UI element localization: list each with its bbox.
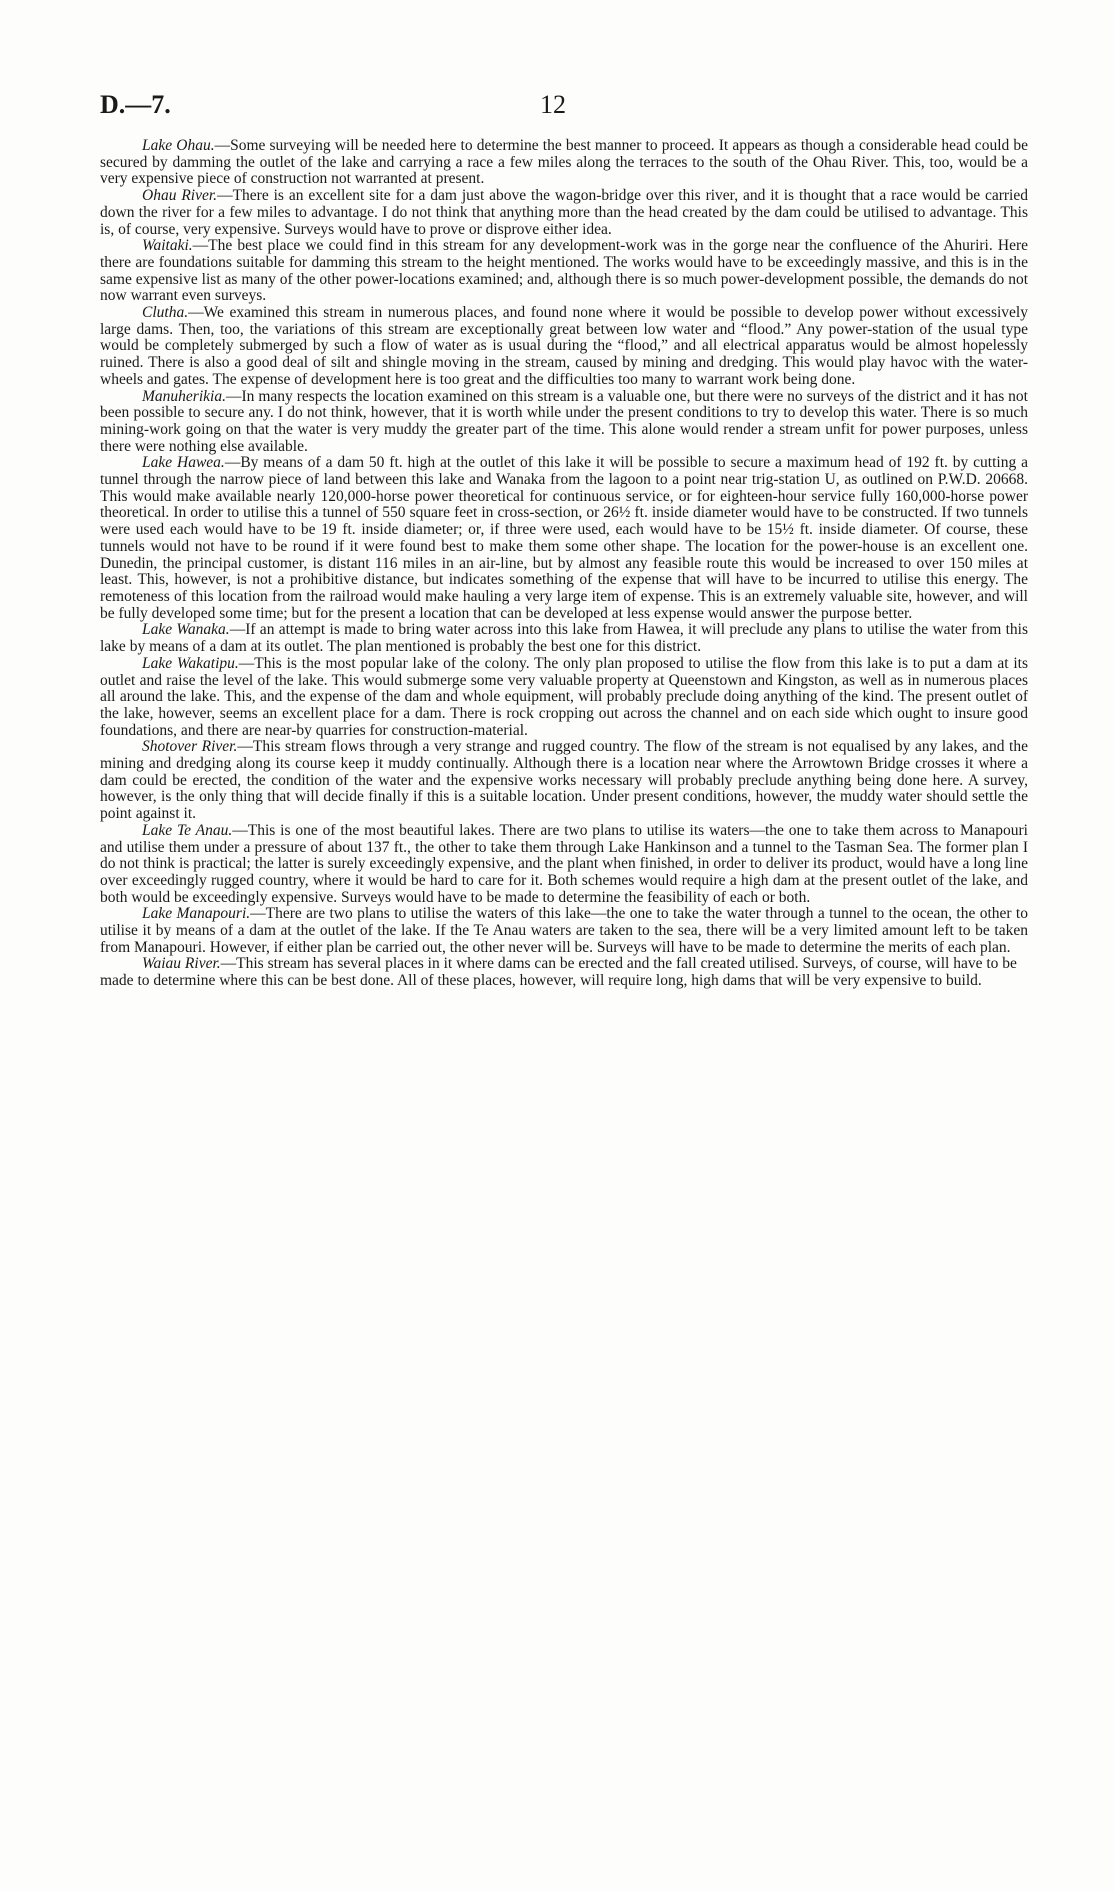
paragraph-manuherikia bbox=[100, 389, 1028, 456]
page-header bbox=[100, 90, 1040, 120]
paragraph-text: —If an attempt is made to bring water across into this lake from Hawea, it will preclude any plans to utilise the water from this lake by means of a dam at its outlet. The plan mentioned is probably the best one for this district. bbox=[100, 621, 1029, 656]
paragraph-text: —In many respects the location examined on this stream is a valuable one, but there were no surveys of the district and it has not been possible to secure any. I do not think, however, that it is worth while under the present conditions to try to develop this water. There is so much mining-work going on that the water is very muddy the greater part of the time. This alone would render a stream unfit for power purposes, unless there were nothing else available. bbox=[100, 387, 1028, 455]
document-reference: D.—7. bbox=[100, 90, 171, 119]
paragraph-text: —This is one of the most beautiful lakes. There are two plans to utilise its waters—the one to take them across to Manapouri and utilise them under a pressure of about 137 ft., the other to take them through Lake Hankinson and a tunnel to the Tasman Sea. The former plan I do not think is practical; the latter is surely exceedingly expensive, and the plant when finished, in order to deliver its product, would have a long line over exceedingly rugged country, where it would be hard to care for it. Both schemes would require a high dam at the present outlet of the lake, and both would be exceedingly expensive. Surveys would have to be made to determine the feasibility of each or both. bbox=[100, 821, 1028, 906]
paragraph-text: —We examined this stream in numerous places, and found none where it would be possible to develop power without excessively large dams. Then, too, the variations of this stream are exceptionally great between low water and “flood.” Any power-station of the usual type would be completely submerged by such a flow of water as is usual during the “flood,” and all electrical apparatus would be almost hopelessly ruined. There is also a good deal of silt and shingle moving in the stream, caused by mining and dredging. This would play havoc with the water-wheels and gates. The expense of development here is too great and the difficulties too many to warrant work being done. bbox=[100, 304, 1028, 388]
paragraph-text: —There are two plans to utilise the waters of this lake—the one to take the water through a tunnel to the ocean, the other to utilise it by means of a dam at the outlet of the lake. If the Te Anau waters are taken to the sea, there will be a very limited amount left to be taken from Manapouri. However, if either plan be carried out, the other never will be. Surveys will have to be made to determine the merits of each plan. bbox=[100, 905, 1028, 956]
paragraph-lake-te-anau bbox=[100, 823, 1028, 907]
paragraph-lake-hawea bbox=[100, 455, 1028, 622]
paragraph-ohau-river bbox=[100, 188, 1028, 238]
page-number: 12 bbox=[540, 90, 566, 119]
paragraph-heading: Clutha. bbox=[142, 304, 189, 322]
paragraph-heading: Waiau River. bbox=[142, 955, 221, 973]
paragraph-heading: Lake Wakatipu. bbox=[142, 654, 239, 672]
paragraph-text: —Some surveying will be needed here to determine the best manner to proceed. It appears as though a considerable head could be secured by damming the outlet of the lake and carrying a race a few miles along the terraces to the south of the Ohau River. This, too, would be a very expensive piece of construction not warranted at present. bbox=[100, 137, 1028, 188]
paragraph-heading: Lake Te Anau. bbox=[142, 821, 233, 839]
paragraph-heading: Lake Ohau. bbox=[142, 137, 215, 154]
paragraph-waiau-river bbox=[100, 956, 1028, 989]
paragraph-waitaki bbox=[100, 238, 1028, 305]
paragraph-text: —This stream has several places in it where dams can be erected and the fall created utilised. Surveys, of course, will have to be made to determine where this can be best done. All of these places, however, will require long, high dams that will be very expensive to build. bbox=[100, 955, 1017, 990]
body-text bbox=[100, 138, 1028, 990]
paragraph-lake-manapouri bbox=[100, 906, 1028, 956]
paragraph-heading: Shotover River. bbox=[142, 738, 238, 756]
paragraph-heading: Lake Hawea. bbox=[142, 454, 225, 472]
paragraph-heading: Lake Wanaka. bbox=[142, 621, 230, 639]
paragraph-lake-ohau bbox=[100, 138, 1028, 188]
paragraph-text: —This is the most popular lake of the colony. The only plan proposed to utilise the flow from this lake is to put a dam at its outlet and raise the level of the lake. This would submerge some very valuable property at Queenstown and Kingston, as well as in numerous places all around the lake. This, and the expense of the dam and whole equipment, will probably preclude doing anything of the kind. The present outlet of the lake, however, seems an excellent place for a dam. There is rock cropping out across the channel and on each side which ought to insure good foundations, and there are near-by quarries for construction-material. bbox=[100, 654, 1028, 739]
paragraph-heading: Waitaki. bbox=[142, 237, 193, 255]
paragraph-text: —There is an excellent site for a dam just above the wagon-bridge over this river, and it is thought that a race would be carried down the river for a few miles to advantage. I do not think that anything more than the head created by the dam could be utilised to advantage. This is, of course, very expensive. Surveys would have to prove or disprove either idea. bbox=[100, 187, 1028, 238]
paragraph-heading: Lake Manapouri. bbox=[142, 905, 251, 923]
paragraph-text: —This stream flows through a very strange and rugged country. The flow of the stream is not equalised by any lakes, and the mining and dredging along its course keep it muddy continually. Although there is a location near where the Arrowtown Bridge crosses it where a dam could be erected, the condition of the water and the expensive works necessary will probably preclude anything being done here. A survey, however, is the only thing that will decide finally if this is a suitable location. Under present conditions, however, the muddy water should settle the point against it. bbox=[100, 738, 1028, 823]
paragraph-lake-wanaka bbox=[100, 622, 1028, 655]
paragraph-clutha bbox=[100, 305, 1028, 389]
paragraph-shotover-river bbox=[100, 739, 1028, 823]
paragraph-text: —By means of a dam 50 ft. high at the outlet of this lake it will be possible to secure a maximum head of 192 ft. by cutting a tunnel through the narrow piece of land between this lake and Wanaka from the lagoon to a point near trig-station U, as outlined on P.W.D. 20668. This would make available nearly 120,000-horse power theoretical for continuous service, or for eighteen-hour service fully 160,000-horse power theoretical. In order to utilise this a tunnel of 550 square feet in cross-section, or 26½ ft. inside diameter would have to be constructed. If two tunnels were used each would have to be 19 ft. inside diameter; or, if three were used, each would have to be 15½ ft. inside diameter. Of course, these tunnels would not have to be round if it were found best to make them some other shape. The location for the power-house is an excellent one. Dunedin, the principal customer, is distant 116 miles in an air-line, but by almost any feasible route this would be increased to over 150 miles at least. This, however, is not a prohibitive distance, but indicates something of the expense that will have to be incurred to utilise this energy. The remoteness of this location from the railroad would make hauling a very large item of expense. This is an extremely valuable site, however, and will be fully developed some time; but for the present a location that can be developed at less expense would answer the purpose better. bbox=[100, 454, 1028, 622]
paragraph-lake-wakatipu bbox=[100, 656, 1028, 740]
paragraph-text: —The best place we could find in this stream for any development-work was in the gorge near the confluence of the Ahuriri. Here there are foundations suitable for damming this stream to the height mentioned. The works would have to be exceedingly massive, and this is in the same expensive list as many of the other power-locations examined; and, although there is so much power-development possible, the demands do not now warrant even surveys. bbox=[100, 237, 1028, 305]
paragraph-heading: Ohau River. bbox=[142, 187, 218, 205]
paragraph-heading: Manuherikia. bbox=[142, 387, 226, 405]
